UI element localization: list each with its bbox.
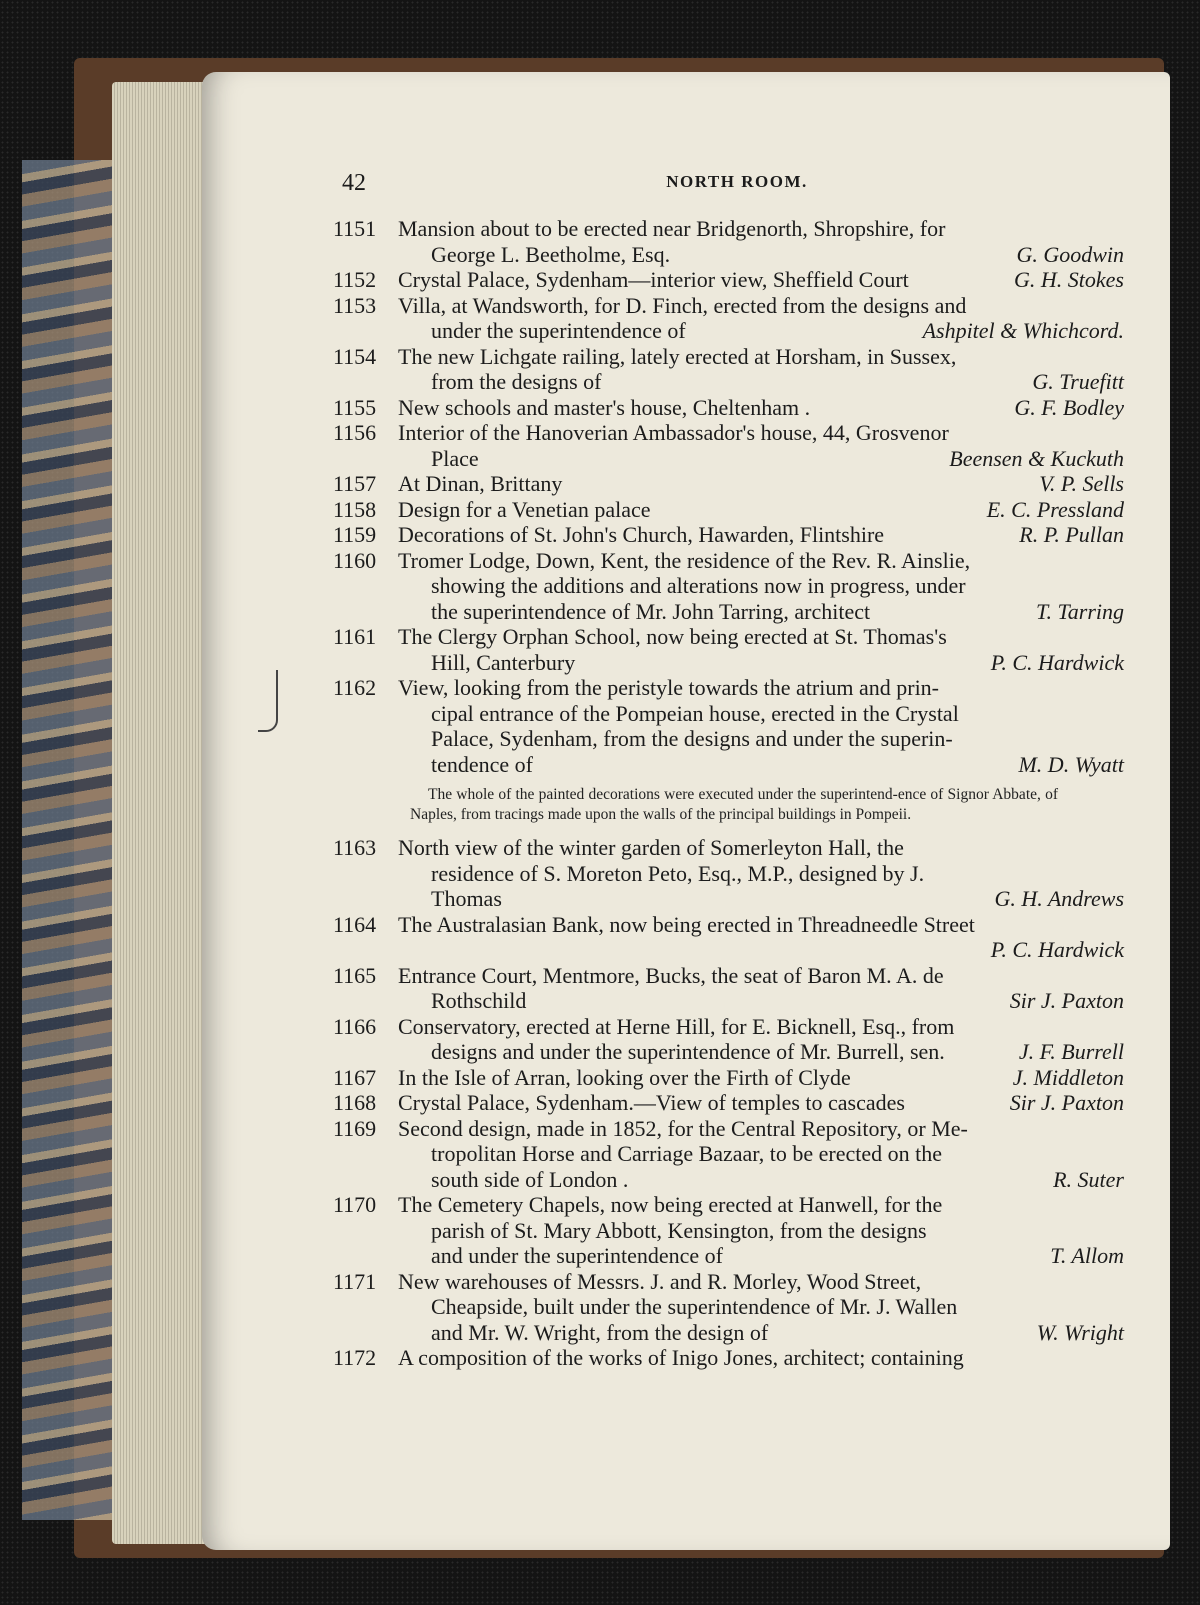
entry-text: showing the additions and alterations now in progress, under <box>431 573 966 598</box>
entry-line <box>0 548 1200 574</box>
entry-text: In the Isle of Arran, looking over the Firth of Clyde <box>398 1064 851 1090</box>
entry-attribution: P. C. Hardwick <box>990 649 1124 675</box>
entry-line <box>0 471 1200 497</box>
entry-number: 1159 <box>333 522 377 547</box>
entry-number: 1168 <box>333 1090 377 1115</box>
entry-line <box>0 1014 1200 1040</box>
entry-text: parish of St. Mary Abbott, Kensington, from the designs <box>431 1217 927 1243</box>
page-number: 42 <box>342 170 366 196</box>
entry-number: 1162 <box>333 675 377 700</box>
entry-text: and under the superintendence of <box>431 1243 723 1268</box>
catalogue-entry <box>0 395 1200 421</box>
entry-attribution: J. Middleton <box>1012 1064 1124 1090</box>
entry-number: 1171 <box>333 1268 377 1294</box>
entry-attribution: G. H. Stokes <box>1014 267 1124 292</box>
catalogue-entry <box>0 267 1200 293</box>
catalogue-entry <box>0 471 1200 497</box>
entry-attribution: M. D. Wyatt <box>1018 751 1124 777</box>
catalogue-entry <box>0 548 1200 625</box>
entry-attribution: Sir J. Paxton <box>1009 988 1124 1013</box>
entry-line <box>0 395 1200 421</box>
entry-text: Crystal Palace, Sydenham—interior view, Sheffield Court <box>398 267 909 292</box>
entry-line <box>0 344 1200 370</box>
catalogue-entry <box>0 497 1200 523</box>
entry-line <box>0 1167 1200 1193</box>
entry-attribution: R. Suter <box>1053 1166 1124 1192</box>
entry-line <box>0 861 1200 887</box>
entry-line <box>0 988 1200 1014</box>
entry-number: 1155 <box>333 394 377 420</box>
entry-text: View, looking from the peristyle towards the atrium and prin- <box>398 675 940 700</box>
entry-line <box>0 624 1200 650</box>
entry-attribution: G. Truefitt <box>1032 369 1124 394</box>
entry-number: 1164 <box>333 911 377 937</box>
entry-text: A composition of the works of Inigo Jones, architect; containing <box>398 1345 964 1370</box>
catalogue-entry <box>0 420 1200 471</box>
catalogue-entry <box>0 1345 1200 1371</box>
entry-line <box>0 752 1200 778</box>
entry-text: Crystal Palace, Sydenham.—View of temples to cascades <box>398 1090 905 1115</box>
entry-line <box>0 293 1200 319</box>
entry-number: 1166 <box>333 1013 377 1039</box>
entry-line <box>0 886 1200 912</box>
entry-number: 1151 <box>333 216 377 241</box>
catalogue-entry <box>0 344 1200 395</box>
entry-line <box>0 267 1200 293</box>
entry-line <box>0 1090 1200 1116</box>
entry-text: cipal entrance of the Pompeian house, erected in the Crystal <box>431 700 959 726</box>
entry-line <box>0 1065 1200 1091</box>
entry-number: 1154 <box>333 343 377 369</box>
entry-text: Rothschild <box>431 988 527 1013</box>
entry-number: 1152 <box>333 267 377 292</box>
catalogue-entry <box>0 1014 1200 1065</box>
catalogue-entry <box>0 216 1200 267</box>
entry-text: Interior of the Hanoverian Ambassador's house, 44, Grosvenor <box>398 420 949 445</box>
catalogue-entry <box>0 1065 1200 1091</box>
entry-text: Cheapside, built under the superintendence of Mr. J. Wallen <box>431 1294 958 1319</box>
entry-text: Entrance Court, Mentmore, Bucks, the seat of Baron M. A. de <box>398 962 944 988</box>
entry-text: The Australasian Bank, now being erected in Threadneedle Street <box>398 911 975 937</box>
entry-text: under the superintendence of <box>431 318 686 343</box>
entry-line <box>0 420 1200 446</box>
entry-text: and Mr. W. Wright, from the design of <box>431 1319 769 1345</box>
catalogue-entry <box>0 1116 1200 1193</box>
entry-line <box>0 726 1200 752</box>
entry-text: Place <box>431 445 479 471</box>
entry-attribution: R. P. Pullan <box>1019 522 1124 547</box>
entry-attribution: G. Goodwin <box>1016 241 1124 267</box>
entry-text: Palace, Sydenham, from the designs and under the superin- <box>431 726 953 751</box>
entry-text: Tromer Lodge, Down, Kent, the residence of the Rev. R. Ainslie, <box>398 547 971 573</box>
catalogue-entry <box>0 1090 1200 1116</box>
entry-text: George L. Beetholme, Esq. <box>431 241 671 267</box>
catalogue-list <box>0 216 1200 1371</box>
catalogue-entry <box>0 1192 1200 1269</box>
entry-line <box>0 963 1200 989</box>
entry-text: At Dinan, Brittany <box>398 471 563 496</box>
entry-text: The new Lichgate railing, lately erected at Horsham, in Sussex, <box>398 343 957 369</box>
entry-text: Design for a Venetian palace <box>398 496 651 522</box>
catalogue-entry <box>0 293 1200 344</box>
entry-line <box>0 835 1200 861</box>
entry-attribution: J. F. Burrell <box>1018 1039 1124 1064</box>
entry-line <box>0 318 1200 344</box>
entry-number: 1169 <box>333 1115 377 1141</box>
entry-attribution: W. Wright <box>1036 1319 1124 1345</box>
entry-number: 1172 <box>333 1345 377 1370</box>
entry-number: 1153 <box>333 292 377 318</box>
entry-text: south side of London . <box>431 1166 629 1192</box>
catalogue-entry <box>0 675 1200 835</box>
entry-text: Hill, Canterbury <box>431 649 576 675</box>
entry-line <box>0 937 1200 963</box>
entry-text: The Cemetery Chapels, now being erected at Hanwell, for the <box>398 1192 943 1217</box>
entry-line <box>0 701 1200 727</box>
entry-attribution: T. Allom <box>1050 1243 1124 1268</box>
entry-text: residence of S. Moreton Peto, Esq., M.P., designed by J. <box>431 860 925 886</box>
entry-line <box>0 1192 1200 1218</box>
entry-text: Thomas <box>431 886 502 911</box>
running-title: NORTH ROOM. <box>666 172 808 191</box>
entry-number: 1163 <box>333 835 377 860</box>
entry-text: the superintendence of Mr. John Tarring, architect <box>431 598 871 624</box>
entry-attribution: E. C. Pressland <box>986 496 1124 522</box>
entry-text: Second design, made in 1852, for the Central Repository, or Me- <box>398 1115 968 1141</box>
entry-number: 1170 <box>333 1192 377 1217</box>
entry-text: New warehouses of Messrs. J. and R. Morley, Wood Street, <box>398 1268 922 1294</box>
catalogue-entry <box>0 624 1200 675</box>
entry-attribution: Sir J. Paxton <box>1009 1090 1124 1115</box>
entry-text: The Clergy Orphan School, now being erected at St. Thomas's <box>398 624 947 649</box>
entry-number: 1156 <box>333 420 377 445</box>
entry-text: Decorations of St. John's Church, Hawarden, Flintshire <box>398 522 885 547</box>
entry-line <box>0 1243 1200 1269</box>
entry-text: tendence of <box>431 751 533 777</box>
entry-text: Conservatory, erected at Herne Hill, for E. Bicknell, Esq., from <box>398 1013 955 1039</box>
entry-attribution: Beensen & Kuckuth <box>949 445 1124 471</box>
entry-number: 1167 <box>333 1064 377 1090</box>
entry-number: 1165 <box>333 962 377 988</box>
entry-attribution: P. C. Hardwick <box>990 937 1124 962</box>
entry-line <box>0 650 1200 676</box>
catalogue-entry <box>0 963 1200 1014</box>
entry-line <box>0 1218 1200 1244</box>
entry-number: 1157 <box>333 471 377 496</box>
catalogue-entry <box>0 1269 1200 1346</box>
entry-attribution: G. F. Bodley <box>1014 394 1124 420</box>
catalogue-entry <box>0 835 1200 912</box>
entry-line <box>0 1039 1200 1065</box>
catalogue-entry <box>0 522 1200 548</box>
entry-line <box>0 369 1200 395</box>
entry-attribution: T. Tarring <box>1035 598 1124 624</box>
entry-line <box>0 497 1200 523</box>
entry-line <box>0 522 1200 548</box>
entry-number: 1160 <box>333 547 377 573</box>
page-header <box>342 168 1132 208</box>
entry-line <box>0 1345 1200 1371</box>
entry-line <box>0 573 1200 599</box>
entry-number: 1158 <box>333 496 377 522</box>
entry-text: North view of the winter garden of Somerleyton Hall, the <box>398 835 904 860</box>
entry-line <box>0 912 1200 938</box>
entry-note: The whole of the painted decorations were executed under the superintend-ence of Signor Abbate, of Naples, from tracings made upon the walls of the principal buildings in Pompeii. <box>410 786 1058 823</box>
entry-attribution: V. P. Sells <box>1039 471 1124 496</box>
entry-attribution: Ashpitel & Whichcord. <box>922 318 1124 343</box>
entry-line <box>0 1116 1200 1142</box>
entry-number: 1161 <box>333 624 377 649</box>
entry-line <box>0 1141 1200 1167</box>
entry-text: New schools and master's house, Cheltenham . <box>398 394 811 420</box>
entry-line <box>0 1320 1200 1346</box>
entry-attribution: G. H. Andrews <box>994 886 1124 911</box>
entry-text: designs and under the superintendence of Mr. Burrell, sen. <box>431 1039 945 1064</box>
entry-line <box>0 216 1200 242</box>
entry-text: tropolitan Horse and Carriage Bazaar, to be erected on the <box>431 1141 943 1166</box>
entry-text: Mansion about to be erected near Bridgenorth, Shropshire, for <box>398 216 946 241</box>
entry-line <box>0 446 1200 472</box>
catalogue-entry <box>0 912 1200 963</box>
entry-line <box>0 599 1200 625</box>
entry-text: from the designs of <box>431 369 602 394</box>
entry-line <box>0 1294 1200 1320</box>
entry-line <box>0 1269 1200 1295</box>
entry-text: Villa, at Wandsworth, for D. Finch, erected from the designs and <box>398 292 967 318</box>
entry-line <box>0 242 1200 268</box>
entry-line <box>0 675 1200 701</box>
